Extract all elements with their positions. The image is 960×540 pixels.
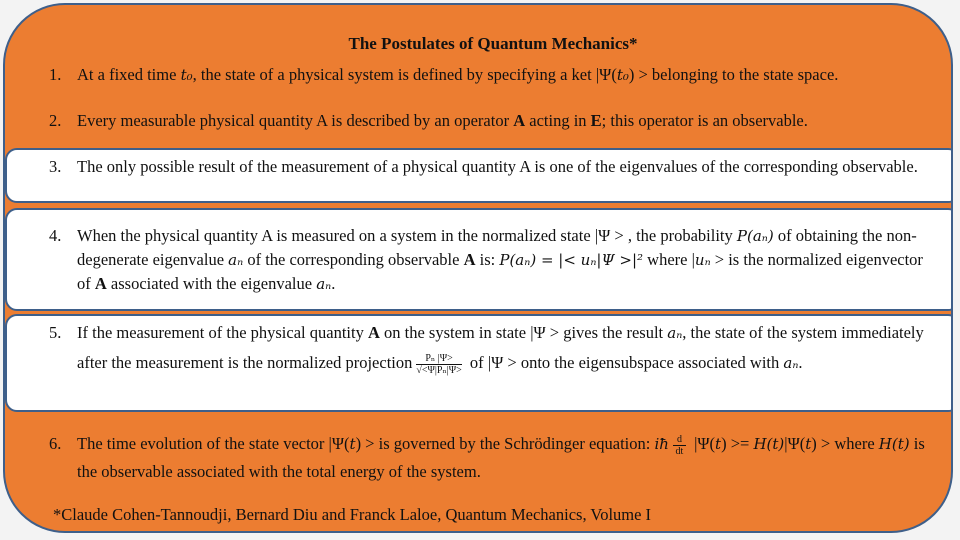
postulate-3: 3. The only possible result of the measurement of a physical quantity A is one of the eigenvalues of the corresponding observable.	[49, 157, 918, 176]
postulate-2: 2. Every measurable physical quantity A is described by an operator A acting in E; this operator is an observable.	[49, 111, 808, 130]
postulate-1: 1. At a fixed time t₀, the state of a physical system is defined by specifying a ket |Ψ(t₀) > belonging to the state space.	[49, 65, 839, 84]
postulate-number: 6.	[49, 434, 62, 453]
postulate-4: 4. When the physical quantity A is measured on a system in the normalized state |Ψ > , the probability P(aₙ) of obtaining the non-degenerate eigenvalue aₙ of the corresponding observable A is: P(aₙ) = |< uₙ|Ψ >|² where |uₙ > is the normalized eigenvector of A associated with the eigenvalue aₙ.	[49, 226, 923, 293]
page-title: The Postulates of Quantum Mechanics*	[348, 34, 638, 53]
postulate-6: 6. The time evolution of the state vector |Ψ(t) > is governed by the Schrödinger equation: iħ $\frac{d}{dt}$ |Ψ(t) >= H(t)|Ψ(t) > where H(t) is the observable associated with the total energy of the system.	[5, 430, 951, 485]
postulate-number: 1.	[49, 65, 62, 84]
postulate-number: 4.	[49, 226, 62, 245]
slide-frame	[3, 3, 953, 533]
derivative-fraction: $\frac{d}{dt}$	[673, 434, 686, 457]
postulate-5: 5. If the measurement of the physical quantity A on the system in state |Ψ > gives the result aₙ, the state of the system immediately after the measurement is the normalized projection $\frac{\text{Pₙ |Ψ>}}{\text{√<Ψ|Pₙ|Ψ>}}$ of |Ψ > onto the eigensubspace associated with aₙ.	[5, 318, 951, 378]
postulate-number: 3.	[49, 157, 62, 176]
projection-fraction: $\frac{\text{Pₙ |Ψ>}}{\text{√<Ψ|Pₙ|Ψ>}}$	[416, 352, 462, 376]
postulate-number: 2.	[49, 111, 62, 130]
citation-footer: *Claude Cohen-Tannoudji, Bernard Diu and Franck Laloe, Quantum Mechanics, Volume I	[53, 505, 652, 524]
postulate-number: 5.	[49, 323, 62, 342]
